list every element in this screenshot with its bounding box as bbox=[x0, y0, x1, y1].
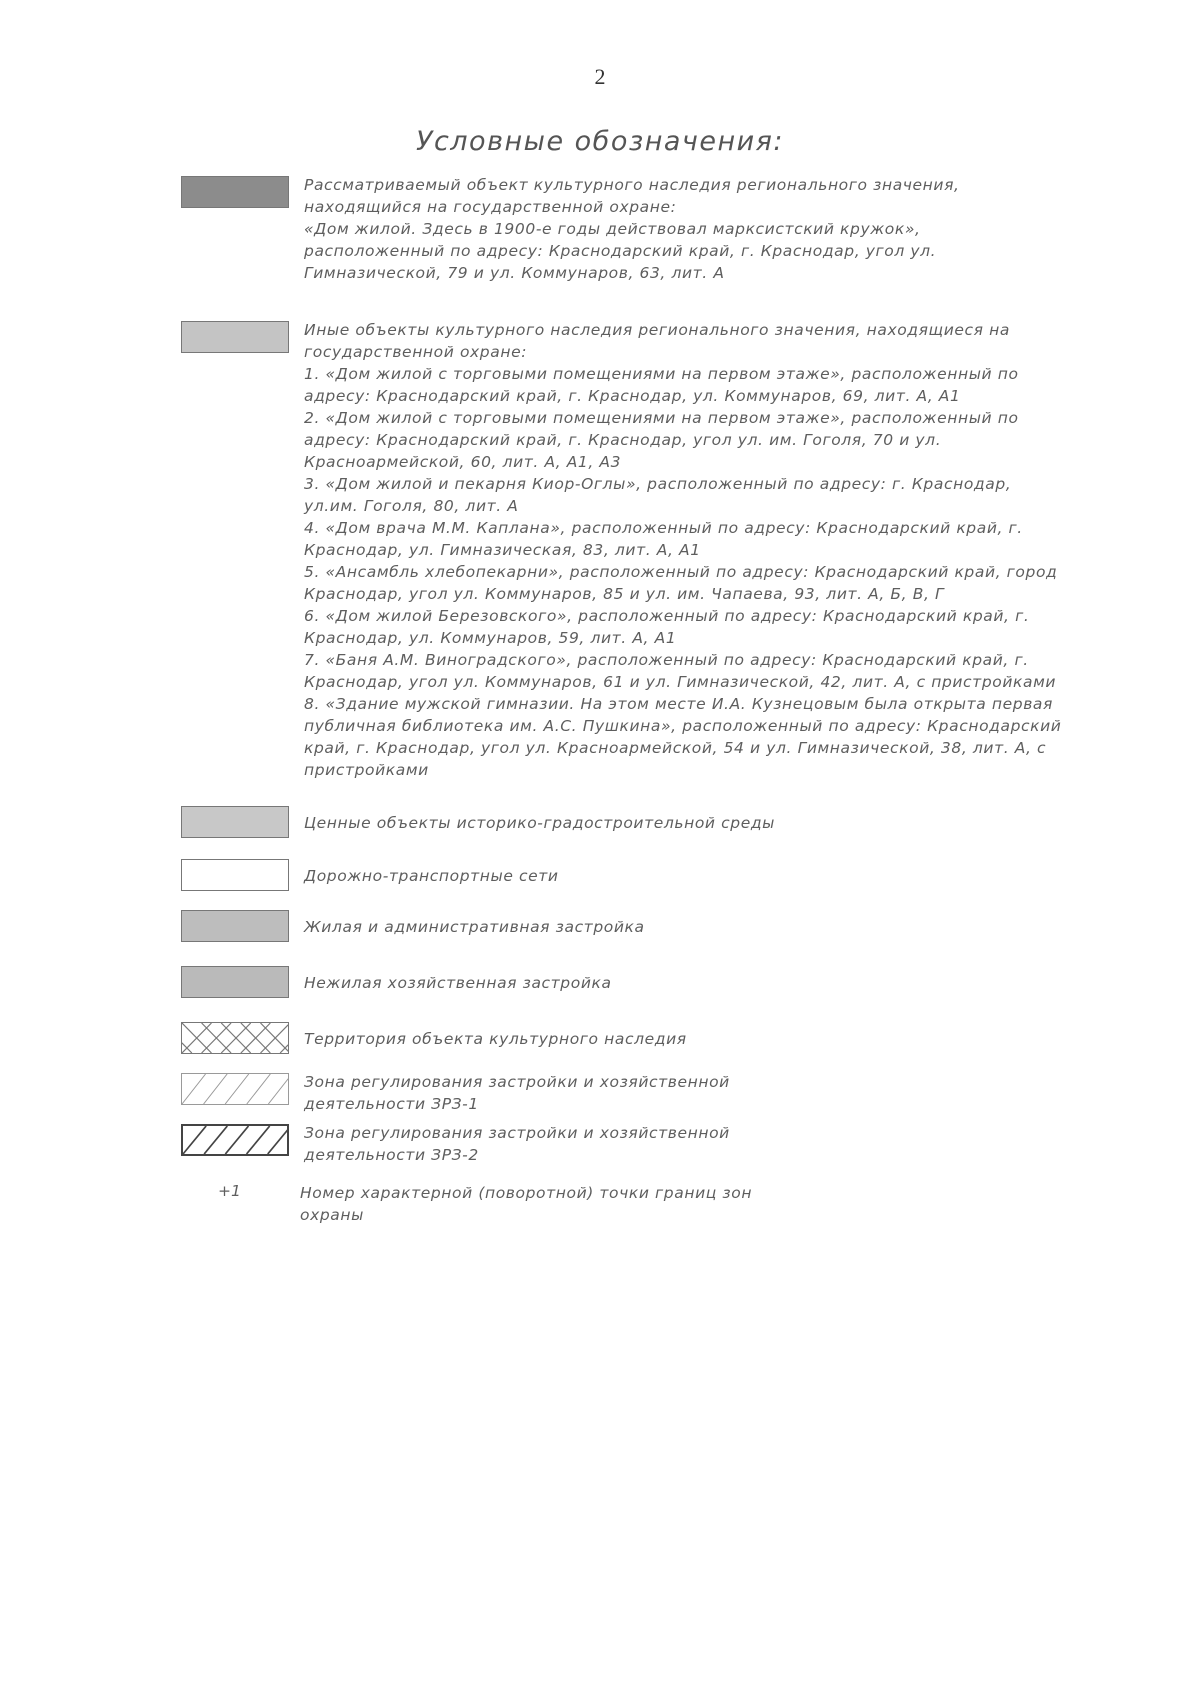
legend-swatch-hatch-light bbox=[181, 1073, 289, 1105]
legend-text bbox=[304, 1122, 734, 1166]
legend-text bbox=[304, 812, 1064, 834]
hatch-pattern-dark bbox=[183, 1126, 287, 1154]
page-number: 2 bbox=[594, 64, 606, 89]
legend-text bbox=[304, 1071, 734, 1115]
legend-swatch-white bbox=[181, 859, 289, 891]
crosshatch-pattern bbox=[182, 1023, 288, 1053]
legend-line: 3. «Дом жилой и пекарня Киор-Оглы», расположенный по адресу: г. Краснодар, ул.им. Гоголя, 80, лит. А bbox=[304, 475, 1012, 515]
legend-text bbox=[304, 319, 1064, 781]
legend-line: 6. «Дом жилой Березовского», расположенный по адресу: Краснодарский край, г. Краснодар, ул. Коммунаров, 59, лит. А, А1 bbox=[304, 607, 1030, 647]
legend-swatch-grey bbox=[181, 966, 289, 998]
legend-line: Ценные объекты историко-градостроительной среды bbox=[304, 814, 775, 832]
legend-line: 5. «Ансамбль хлебопекарни», расположенный по адресу: Краснодарский край, город Краснодар, угол ул. Коммунаров, 85 и ул. им. Чапаева, 93, лит. А, Б, В, Г bbox=[304, 563, 1058, 603]
legend-swatch-light bbox=[181, 321, 289, 353]
legend-text bbox=[304, 916, 1064, 938]
legend-line: Территория объекта культурного наследия bbox=[304, 1030, 687, 1048]
legend-line: Жилая и административная застройка bbox=[304, 918, 645, 936]
legend-line: 8. «Здание мужской гимназии. На этом месте И.А. Кузнецовым была открыта первая публичная библиотека им. А.С. Пушкина», расположенный по адресу: Краснодарский край, г. Краснодар, угол ул. Красноармейской, 54 и ул. Гимназической, 38, лит. А, с пристройками bbox=[304, 695, 1062, 779]
legend-text bbox=[304, 865, 1064, 887]
legend-text bbox=[304, 972, 1064, 994]
legend-line: «Дом жилой. Здесь в 1900-е годы действовал марксистский кружок», расположенный по адресу: Краснодарский край, г. Краснодар, угол ул. Гимназической, 79 и ул. Коммунаров, 63, лит. А bbox=[304, 220, 937, 282]
legend-line: Номер характерной (поворотной) точки границ зон охраны bbox=[300, 1184, 753, 1224]
legend-line: Зона регулирования застройки и хозяйственной деятельности ЗРЗ-2 bbox=[304, 1124, 730, 1164]
legend-swatch-grey bbox=[181, 910, 289, 942]
hatch-pattern-light bbox=[182, 1074, 288, 1104]
legend-line: Иные объекты культурного наследия регионального значения, находящиеся на государственной охране: bbox=[304, 321, 1010, 361]
boundary-point-marker: +1 bbox=[218, 1182, 241, 1200]
legend-line: 2. «Дом жилой с торговыми помещениями на первом этаже», расположенный по адресу: Краснодарский край, г. Краснодар, угол ул. им. Гоголя, 70 и ул. Красноармейской, 60, лит. А, А1, А3 bbox=[304, 409, 1019, 471]
legend-swatch-hatch-dark bbox=[181, 1124, 289, 1156]
legend-line: 7. «Баня А.М. Виноградского», расположенный по адресу: Краснодарский край, г. Краснодар, угол ул. Коммунаров, 61 и ул. Гимназической, 42, лит. А, с пристройками bbox=[304, 651, 1057, 691]
legend-swatch-dark bbox=[181, 176, 289, 208]
legend-title: Условные обозначения: bbox=[416, 126, 784, 157]
legend-line: Нежилая хозяйственная застройка bbox=[304, 974, 612, 992]
legend-swatch-crosshatch bbox=[181, 1022, 289, 1054]
legend-line: Дорожно-транспортные сети bbox=[304, 867, 559, 885]
legend-line: 1. «Дом жилой с торговыми помещениями на первом этаже», расположенный по адресу: Краснодарский край, г. Краснодар, ул. Коммунаров, 69, лит. А, А1 bbox=[304, 365, 1019, 405]
legend-line: 4. «Дом врача М.М. Каплана», расположенный по адресу: Краснодарский край, г. Краснодар, ул. Гимназическая, 83, лит. А, А1 bbox=[304, 519, 1023, 559]
legend-swatch-light bbox=[181, 806, 289, 838]
legend-text bbox=[300, 1182, 770, 1226]
legend-text bbox=[304, 174, 1064, 284]
legend-line: Зона регулирования застройки и хозяйственной деятельности ЗРЗ-1 bbox=[304, 1073, 730, 1113]
legend-text bbox=[304, 1028, 1064, 1050]
legend-line: Рассматриваемый объект культурного наследия регионального значения, находящийся на государственной охране: bbox=[304, 176, 960, 216]
